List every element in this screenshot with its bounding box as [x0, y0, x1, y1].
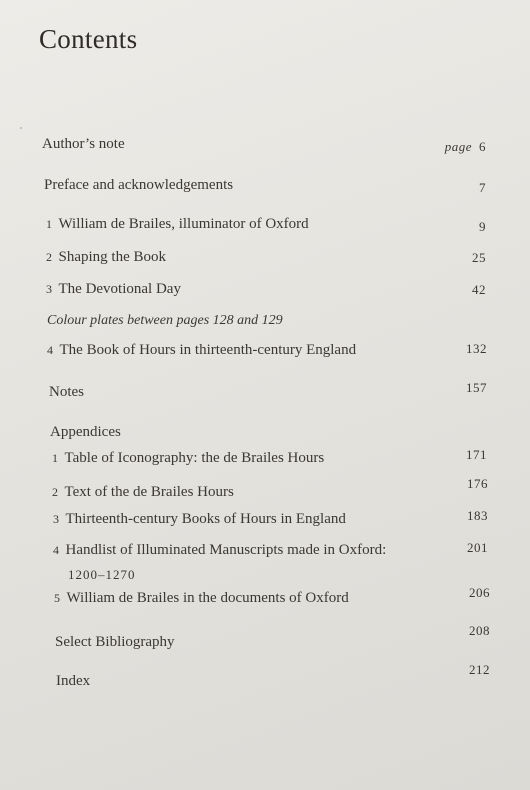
toc-entry-colour-plates [47, 313, 283, 329]
page-speck [20, 127, 22, 129]
toc-entry-appendices [50, 424, 121, 441]
toc-entry-page: 171 [466, 447, 487, 462]
toc-entry-page: 7 [479, 180, 486, 195]
toc-entry-page: 25 [472, 250, 486, 265]
toc-entry-chapter-2 [46, 249, 166, 266]
toc-entry-page: 206 [469, 585, 490, 600]
appendix-number: 3 [53, 512, 60, 526]
toc-entry-authors-note [42, 136, 125, 153]
appendix-number: 4 [53, 543, 60, 557]
chapter-number: 3 [46, 282, 53, 296]
toc-entry-page: 42 [472, 282, 486, 297]
toc-entry-appendix-1 [52, 450, 324, 467]
toc-entry-label: Table of Iconography: the de Brailes Hours [64, 450, 325, 466]
chapter-number: 2 [46, 250, 53, 264]
toc-entry-appendix-2 [52, 484, 234, 501]
toc-entry-label: Shaping the Book [58, 249, 166, 265]
toc-entry-appendix-4 [53, 542, 386, 559]
toc-entry-label: Thirteenth-century Books of Hours in England [65, 511, 346, 527]
appendix-number: 2 [52, 485, 59, 499]
toc-entry-label: The Devotional Day [58, 281, 181, 297]
page-title: Contents [39, 24, 138, 54]
toc-entry-page: 132 [466, 341, 487, 356]
toc-entry-preface [44, 177, 233, 194]
toc-entry-label: Preface and acknowledgements [44, 177, 234, 193]
toc-entry-bibliography [55, 634, 175, 651]
toc-entry-page: 208 [469, 623, 490, 638]
appendix-number: 5 [54, 591, 61, 605]
toc-entry-page: 212 [469, 662, 490, 677]
toc-entry-page: 9 [479, 219, 486, 234]
toc-entry-index [56, 673, 90, 690]
toc-entry-label: Index [56, 673, 91, 689]
toc-entry-page: 157 [466, 380, 487, 395]
toc-entry-appendix-5 [54, 590, 349, 607]
toc-entry-subline: 1200–1270 [68, 567, 136, 582]
chapter-number: 1 [46, 217, 53, 231]
toc-entry-notes [49, 384, 84, 401]
toc-entry-page: 201 [467, 540, 488, 555]
toc-entry-chapter-4 [47, 342, 356, 359]
toc-entry-appendix-3 [53, 511, 346, 528]
chapter-number: 4 [47, 343, 54, 357]
toc-entry-label: Text of the de Brailes Hours [64, 484, 234, 500]
toc-entry-chapter-1 [46, 216, 309, 233]
toc-entry-label: Appendices [50, 424, 121, 440]
toc-entry-label: Author’s note [42, 136, 125, 152]
toc-entry-label: Select Bibliography [55, 634, 175, 650]
toc-entry-label: William de Brailes, illuminator of Oxford [58, 216, 309, 232]
toc-entry-label: Notes [49, 384, 84, 400]
toc-entry-label: Colour plates between pages 128 and 129 [47, 313, 283, 328]
toc-entry-label: Handlist of Illuminated Manuscripts made in Oxford: [65, 542, 387, 558]
toc-entry-label: The Book of Hours in thirteenth-century England [59, 342, 357, 358]
toc-entry-page: 176 [467, 476, 488, 491]
toc-entry-page: 183 [467, 508, 488, 523]
toc-entry-label: William de Brailes in the documents of Oxford [66, 590, 349, 606]
appendix-number: 1 [52, 451, 59, 465]
toc-entry-page: page 6 [444, 139, 486, 154]
toc-entry-chapter-3 [46, 281, 181, 298]
page-word: page [444, 139, 472, 154]
